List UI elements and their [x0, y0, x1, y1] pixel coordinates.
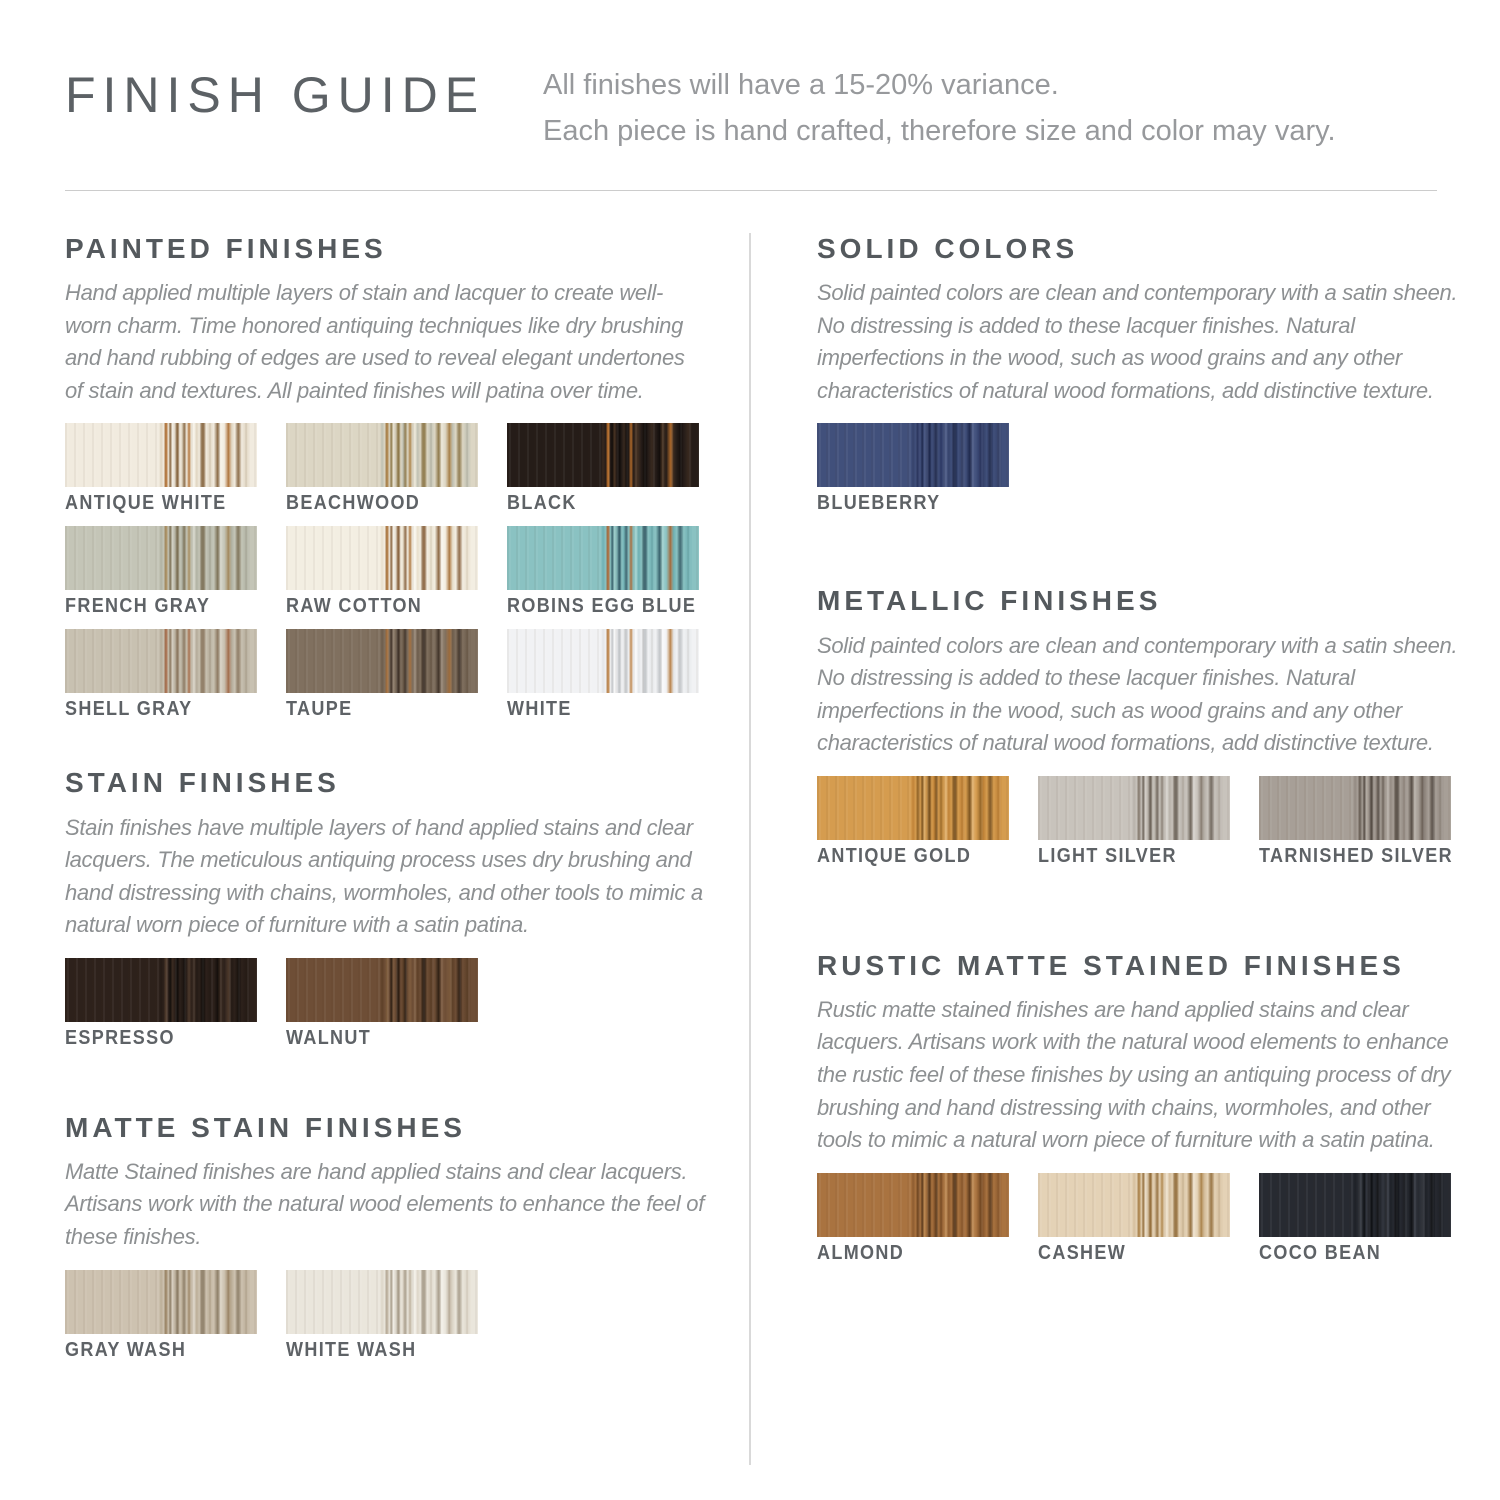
finish-swatch-cell — [817, 776, 1009, 866]
finish-swatch-label: FRENCH GRAY — [65, 595, 211, 618]
finish-swatch-label: ALMOND — [817, 1241, 905, 1264]
finish-swatch — [507, 526, 699, 590]
finish-swatch-label: WHITE — [507, 698, 572, 721]
finish-swatch — [817, 776, 1009, 840]
finish-swatch-cell — [286, 423, 478, 513]
finish-swatch-cell — [65, 423, 257, 513]
finish-swatch — [286, 629, 478, 693]
finish-swatch — [65, 629, 257, 693]
right-column — [817, 233, 1477, 1465]
finish-swatch-label: ROBINS EGG BLUE — [507, 595, 697, 618]
section-description: Hand applied multiple layers of stain and lacquer to create well-worn charm. Time honored antiquing techniques like dry brushing and hand rubbing of edges are used to reveal elegant undertones of stain and textures. All painted finishes will patina over time. — [65, 280, 685, 403]
swatch-grid-metallic — [817, 776, 1477, 866]
finish-swatch — [65, 1270, 257, 1334]
section-heading: METALLIC FINISHES — [817, 585, 1162, 617]
finish-swatch-cell — [1038, 776, 1230, 866]
finish-swatch — [817, 423, 1009, 487]
finish-swatch-cell — [507, 526, 699, 616]
left-column — [65, 233, 705, 1465]
finish-swatch-label: RAW COTTON — [286, 595, 423, 618]
finish-swatch — [65, 958, 257, 1022]
subtitle-line-2: Each piece is hand crafted, therefore size and color may vary. — [543, 115, 1336, 148]
finish-swatch — [507, 629, 699, 693]
swatch-grid-matte-stain — [65, 1270, 705, 1360]
page-title: FINISH GUIDE — [65, 67, 486, 123]
section-heading: MATTE STAIN FINISHES — [65, 1111, 466, 1143]
finish-swatch-label: ESPRESSO — [65, 1026, 175, 1049]
finish-swatch — [286, 958, 478, 1022]
finish-swatch-cell — [65, 526, 257, 616]
finish-swatch-label: LIGHT SILVER — [1038, 844, 1177, 867]
finish-swatch-label: WALNUT — [286, 1026, 372, 1049]
finish-swatch-cell — [507, 629, 699, 719]
finish-swatch-cell — [65, 958, 257, 1048]
finish-swatch-cell — [1038, 1173, 1230, 1263]
horizontal-rule — [65, 190, 1437, 191]
finish-swatch-cell — [507, 423, 699, 513]
swatch-grid-stain — [65, 958, 705, 1048]
section-description: Matte Stained finishes are hand applied stains and clear lacquers. Artisans work with the natural wood elements to enhance the feel of these finishes. — [65, 1158, 705, 1250]
section-matte-stain-finishes — [65, 1112, 705, 1360]
finish-swatch-cell — [286, 958, 478, 1048]
finish-swatch-cell — [286, 1270, 478, 1360]
finish-swatch-label: ANTIQUE WHITE — [65, 492, 227, 515]
finish-swatch — [1259, 776, 1451, 840]
finish-swatch-label: GRAY WASH — [65, 1338, 187, 1361]
swatch-grid-solid — [817, 423, 1477, 513]
finish-swatch-cell — [817, 1173, 1009, 1263]
page-header — [65, 56, 1440, 148]
swatch-grid-painted — [65, 423, 705, 719]
finish-swatch-cell — [1259, 1173, 1451, 1263]
finish-swatch — [1038, 1173, 1230, 1237]
section-heading: SOLID COLORS — [817, 233, 1079, 264]
section-solid-colors — [817, 233, 1477, 513]
finish-swatch-cell — [286, 526, 478, 616]
content — [65, 233, 1477, 1465]
finish-swatch-label: CASHEW — [1038, 1241, 1127, 1264]
finish-swatch-label: SHELL GRAY — [65, 698, 193, 721]
section-description: Rustic matte stained finishes are hand applied stains and clear lacquers. Artisans work with the natural wood elements to enhance the rustic feel of these finishes by using an antiquing process of dry brushing and hand distressing with chains, wormholes, and other tools to mimic a natural worn piece of furniture with a satin patina. — [817, 996, 1451, 1153]
finish-swatch-cell — [65, 1270, 257, 1360]
section-description: Solid painted colors are clean and contemporary with a satin sheen. No distressing is added to these lacquer finishes. Natural imperfections in the wood, such as wood grains and any other characteristics of natural wood formations, add distinctive texture. — [817, 632, 1458, 756]
finish-swatch-label: BLUEBERRY — [817, 492, 941, 515]
finish-swatch-cell — [1259, 776, 1451, 866]
section-painted-finishes — [65, 233, 705, 719]
finish-swatch — [1038, 776, 1230, 840]
finish-swatch — [817, 1173, 1009, 1237]
finish-swatch — [65, 423, 257, 487]
section-heading: RUSTIC MATTE STAINED FINISHES — [817, 949, 1405, 981]
finish-swatch-cell — [817, 423, 1009, 513]
section-heading: STAIN FINISHES — [65, 767, 340, 799]
finish-swatch-label: ANTIQUE GOLD — [817, 844, 972, 867]
swatch-grid-rustic — [817, 1173, 1477, 1263]
finish-swatch — [286, 526, 478, 590]
finish-swatch-label: TARNISHED SILVER — [1259, 844, 1453, 867]
finish-swatch — [286, 1270, 478, 1334]
finish-swatch-label: BEACHWOOD — [286, 492, 421, 515]
finish-swatch-cell — [286, 629, 478, 719]
finish-swatch-label: WHITE WASH — [286, 1338, 417, 1361]
subtitle-line-1: All finishes will have a 15-20% variance. — [543, 69, 1059, 101]
header-subtitle — [543, 62, 1336, 155]
finish-swatch-cell — [65, 629, 257, 719]
section-description: Solid painted colors are clean and contemporary with a satin sheen. No distressing is added to these lacquer finishes. Natural imperfections in the wood, such as wood grains and any other characteristics of natural wood formations, add distinctive texture. — [817, 280, 1458, 403]
section-stain-finishes — [65, 767, 705, 1047]
section-description: Stain finishes have multiple layers of hand applied stains and clear lacquers. The meticulous antiquing process uses dry brushing and hand distressing with chains, wormholes, and other tools to mimic a natural worn piece of furniture with a satin patina. — [65, 814, 703, 938]
finish-swatch-label: COCO BEAN — [1259, 1241, 1382, 1264]
finish-swatch — [65, 526, 257, 590]
finish-swatch — [1259, 1173, 1451, 1237]
section-heading: PAINTED FINISHES — [65, 233, 387, 264]
section-rustic-matte-stained-finishes — [817, 950, 1477, 1263]
finish-swatch — [286, 423, 478, 487]
section-metallic-finishes — [817, 585, 1477, 865]
vertical-divider — [749, 233, 751, 1465]
finish-swatch-label: TAUPE — [286, 698, 353, 721]
finish-swatch-label: BLACK — [507, 492, 577, 515]
finish-swatch — [507, 423, 699, 487]
